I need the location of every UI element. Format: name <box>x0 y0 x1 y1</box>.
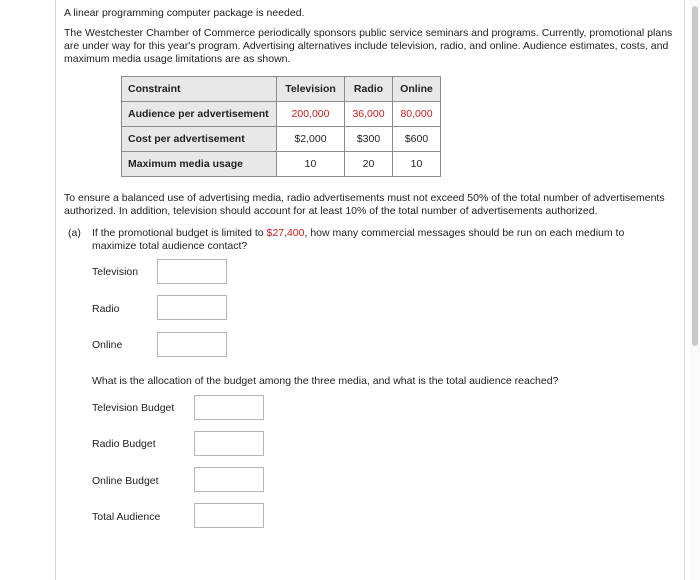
media-table <box>121 76 441 177</box>
table-cell: 10 <box>393 152 441 177</box>
table-cell: 36,000 <box>345 102 393 127</box>
question-number: (a) <box>68 227 81 239</box>
table-header: Online <box>393 77 441 102</box>
problem-description: The Westchester Chamber of Commerce periodically sponsors public service seminars and programs. Currently, promotional plans are under way for this year's program. Advertising alternatives include television, radio, and online. Audience estimates, costs, and maximum media usage limitations are as shown. <box>64 27 673 65</box>
scrollbar-thumb[interactable] <box>692 6 698 346</box>
question-text: If the promotional budget is limited to $27,400, how many commercial messages should be run on each medium to maximize total audience contact? <box>92 227 625 252</box>
radio-label: Radio <box>92 303 120 315</box>
table-cell: $300 <box>345 127 393 152</box>
table-cell: $600 <box>393 127 441 152</box>
budget-amount: $27,400 <box>266 227 305 239</box>
radio-count-input[interactable] <box>157 295 227 320</box>
television-budget-input[interactable] <box>194 395 264 420</box>
row-label: Maximum media usage <box>122 152 277 177</box>
table-header: Television <box>277 77 345 102</box>
total-audience-label: Total Audience <box>92 511 161 523</box>
television-count-input[interactable] <box>157 259 227 284</box>
online-count-input[interactable] <box>157 332 227 357</box>
intro-text: A linear programming computer package is needed. <box>64 7 305 19</box>
table-cell: 10 <box>277 152 345 177</box>
table-header: Constraint <box>122 77 277 102</box>
table-cell: 200,000 <box>277 102 345 127</box>
online-budget-input[interactable] <box>194 467 264 492</box>
table-row <box>122 152 441 177</box>
television-label: Television <box>92 266 139 278</box>
table-row <box>122 102 441 127</box>
row-label: Cost per advertisement <box>122 127 277 152</box>
allocation-question: What is the allocation of the budget among the three media, and what is the total audience reached? <box>92 375 559 387</box>
radio-budget-label: Radio Budget <box>92 438 156 450</box>
scrollbar[interactable] <box>690 0 700 580</box>
table-cell: $2,000 <box>277 127 345 152</box>
radio-budget-input[interactable] <box>194 431 264 456</box>
table-cell: 80,000 <box>393 102 441 127</box>
online-budget-label: Online Budget <box>92 475 159 487</box>
total-audience-input[interactable] <box>194 503 264 528</box>
table-header: Radio <box>345 77 393 102</box>
table-row <box>122 127 441 152</box>
table-cell: 20 <box>345 152 393 177</box>
balance-constraint-text: To ensure a balanced use of advertising media, radio advertisements must not exceed 50% of the total number of advertisements authorized. In addition, television should account for at least 10% of the total number of advertisements authorized. <box>64 192 665 217</box>
television-budget-label: Television Budget <box>92 402 175 414</box>
online-label: Online <box>92 339 123 351</box>
table-header-row <box>122 77 441 102</box>
row-label: Audience per advertisement <box>122 102 277 127</box>
